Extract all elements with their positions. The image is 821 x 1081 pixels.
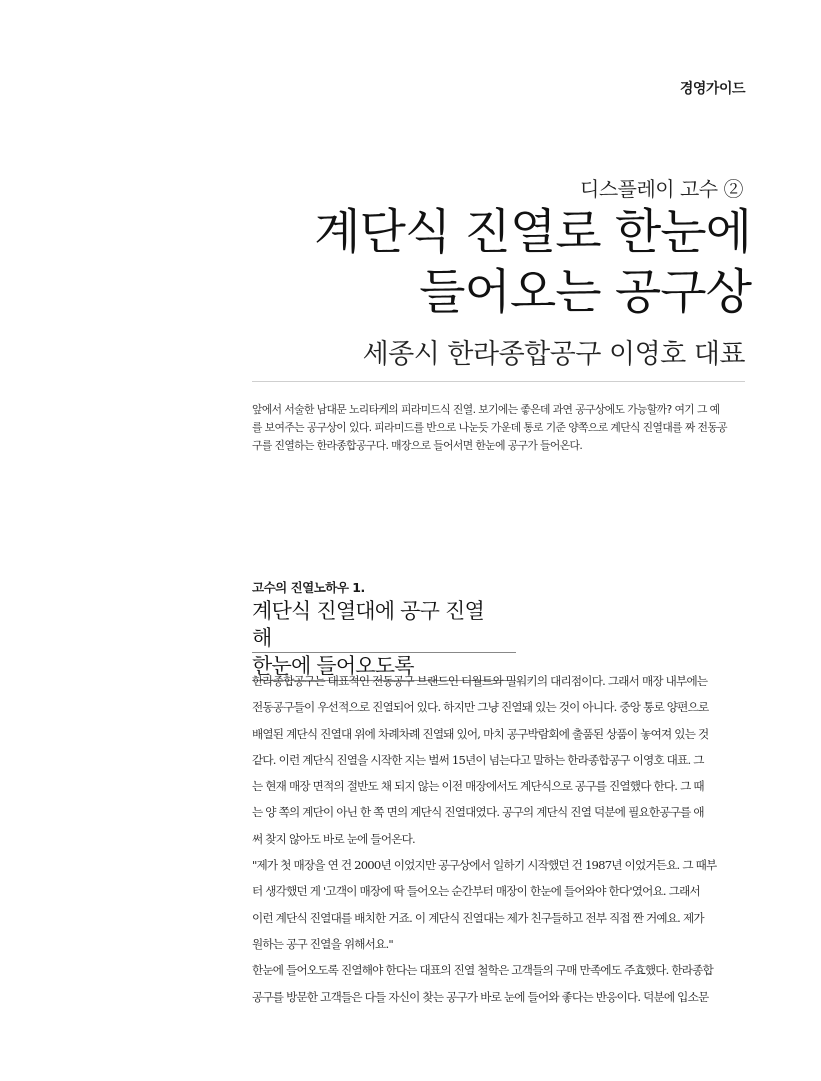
headline-line: 들어오는 공구상	[419, 264, 751, 320]
lead-paragraph: 앞에서 서술한 남대문 노리타케의 피라미드식 진열. 보기에는 좋은데 과연 공구상에도 가능할까? 여기 그 예 를 보여주는 공구상이 있다. 피라미드를 반으로 나눈듯 가운데 통로 기준 양쪽으로 계단식 진열대를 짜 전동공 구를 진열하는 한라종합공구다. 매장으로 들어서면 한눈에 공구가 들어온다.	[252, 403, 727, 452]
headline	[314, 202, 751, 322]
section-title-line: 계단식 진열대에 공구 진열해	[252, 598, 516, 653]
body-paragraph: "제가 첫 매장을 연 건 2000년 이었지만 공구상에서 일하기 시작했던 건 1987년 이었거든요. 그 때부 터 생각했던 게 '고객이 매장에 딱 들어오는 순간부터 매장이 한눈에 들어와야 한다'였어요. 그래서 이런 계단식 진열대를 배치한 거죠. 이 계단식 진열대는 제가 친구들하고 전부 직접 짠 거예요. 제가 원하는 공구 진열을 위해서요."	[252, 858, 717, 951]
body-paragraph: 한라종합공구는 대표적인 전동공구 브랜드인 디월트와 밀워키의 대리점이다. 그래서 매장 내부에는 전동공구들이 우선적으로 진열되어 있다. 하지만 그냥 진열돼 있는 것이 아니다. 중앙 통로 양편으로 배열된 계단식 진열대 위에 차례차례 진열돼 있어, 마치 공구박람회에 출품된 상품이 놓여져 있는 것 같다. 이런 계단식 진열을 시작한 지는 벌써 15년이 넘는다고 말하는 한라종합공구 이영호 대표. 그 는 현재 매장 면적의 절반도 채 되지 않는 이전 매장에서도 계단식으로 공구를 진열했다 한다. 그 때 는 양 쪽의 계단이 아닌 한 쪽 면의 계단식 진열대였다. 공구의 계단식 진열 덕분에 필요한공구를 애 써 찾지 않아도 바로 눈에 들어온다.	[252, 674, 709, 846]
section-kicker: 고수의 진열노하우 1.	[252, 580, 365, 595]
section-title-line: 한눈에 들어오도록	[252, 653, 516, 681]
body-paragraph: 한눈에 들어오도록 진열해야 한다는 대표의 진열 철학은 고객들의 구매 만족에도 주효했다. 한라종합 공구를 방문한 고객들은 다들 자신이 찾는 공구가 바로 눈에 들어와 좋다는 반응이다. 덕분에 입소문	[252, 963, 714, 1004]
article-body	[252, 668, 745, 1010]
series-label: 디스플레이 고수 ②	[580, 177, 743, 201]
section-tag: 경영가이드	[679, 81, 745, 97]
headline-line: 계단식 진열로 한눈에	[314, 204, 751, 260]
subtitle: 세종시 한라종합공구 이영호 대표	[362, 339, 745, 370]
divider	[252, 381, 745, 382]
